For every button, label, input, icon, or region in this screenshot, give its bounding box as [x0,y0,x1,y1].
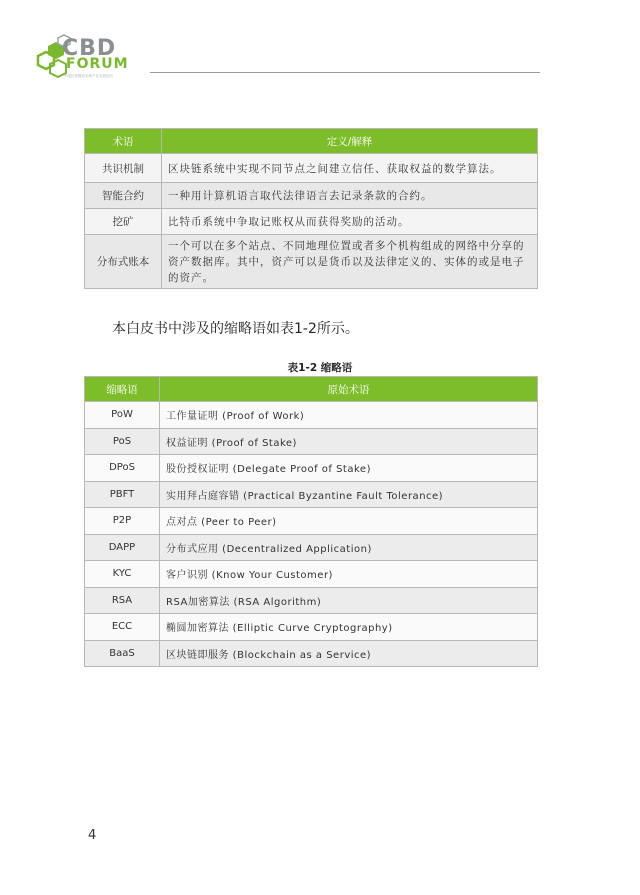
abbr-table-header [85,377,538,402]
definition-cell: 一个可以在多个站点、不同地理位置或者多个机构组成的网络中分享的资产数据库。其中，资产可以是货币以及法律定义的、实体的或是电子的资产。 [162,235,538,289]
table-row [85,209,538,235]
table-row [85,183,538,209]
table-row [85,481,538,508]
full-term-cell: 实用拜占庭容错 (Practical Byzantine Fault Tolerance) [160,481,538,508]
full-term-cell: 工作量证明 (Proof of Work) [160,402,538,429]
table-row [85,154,538,183]
abbr-cell: PBFT [85,481,160,508]
term-cell: 智能合约 [85,183,162,209]
term-cell: 分布式账本 [85,235,162,289]
abbr-cell: RSA [85,587,160,614]
terms-header-term: 术语 [85,129,162,154]
table-row [85,640,538,667]
abbreviations-table [84,376,538,667]
abbr-cell: BaaS [85,640,160,667]
table-row [85,455,538,482]
table-row [85,534,538,561]
full-term-cell: 椭圆加密算法 (Elliptic Curve Cryptography) [160,614,538,641]
abbr-header-abbr: 缩略语 [85,377,160,402]
abbr-cell: KYC [85,561,160,588]
abbr-cell: ECC [85,614,160,641]
table-row [85,428,538,455]
table-row [85,587,538,614]
logo-forum-text: FORUM [66,56,129,72]
page-number: 4 [88,828,97,843]
terms-table [84,128,538,289]
abbr-cell: P2P [85,508,160,535]
terms-header-definition: 定义/解释 [162,129,538,154]
abbr-header-full: 原始术语 [160,377,538,402]
full-term-cell: 股份授权证明 (Delegate Proof of Stake) [160,455,538,482]
full-term-cell: 区块链即服务 (Blockchain as a Service) [160,640,538,667]
definition-cell: 区块链系统中实现不同节点之间建立信任、获取权益的数学算法。 [162,154,538,183]
full-term-cell: 权益证明 (Proof of Stake) [160,428,538,455]
intro-paragraph: 本白皮书中涉及的缩略语如表1-2所示。 [112,321,359,337]
table-row [85,402,538,429]
definition-cell: 比特币系统中争取记账权从而获得奖励的活动。 [162,209,538,235]
logo-cbd-text: CBD [62,36,117,61]
definition-cell: 一种用计算机语言取代法律语言去记录条款的合约。 [162,183,538,209]
term-cell: 挖矿 [85,209,162,235]
table-row [85,508,538,535]
abbr-cell: PoW [85,402,160,429]
table-row [85,561,538,588]
abbr-cell: DPoS [85,455,160,482]
table-row [85,235,538,289]
term-cell: 共识机制 [85,154,162,183]
abbr-cell: PoS [85,428,160,455]
full-term-cell: 客户识别 (Know Your Customer) [160,561,538,588]
logo-tagline: 中国区块链技术和产业发展论坛 [64,74,113,78]
terms-table-header [85,129,538,154]
table-title: 表1-2 缩略语 [287,362,353,374]
full-term-cell: 点对点 (Peer to Peer) [160,508,538,535]
full-term-cell: RSA加密算法 (RSA Algorithm) [160,587,538,614]
full-term-cell: 分布式应用 (Decentralized Application) [160,534,538,561]
header-divider [150,72,540,73]
abbr-cell: DAPP [85,534,160,561]
page-header [0,0,640,90]
table-row [85,614,538,641]
